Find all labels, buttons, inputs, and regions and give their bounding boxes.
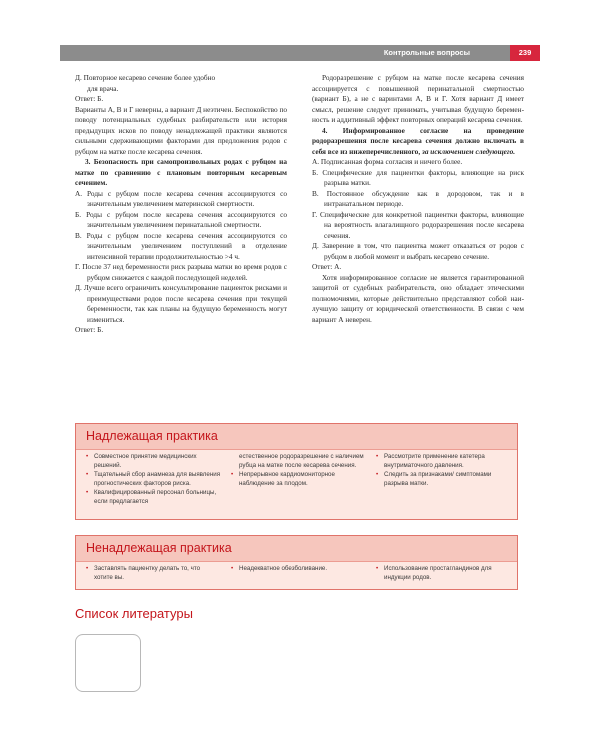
- q4-option-a: А. Подписанная форма согласия и ничего более.: [312, 157, 463, 166]
- list-item: • Рассмотрите применение катетера внутриматочного давления.: [376, 452, 506, 470]
- references-title: Список литературы: [75, 606, 193, 621]
- q4-option-d: Д. Заверение в том, что пациентка может отказаться от родов с рубцом в любой момент и выбрать кесарево сечение.: [312, 241, 524, 261]
- list-item: • Следить за признаками/ симптомами разрыва матки.: [376, 470, 506, 488]
- good-practice-body: [76, 449, 517, 519]
- bad-practice-col-2: [231, 564, 331, 573]
- list-item: • Квалифицированный персонал больницы, если предлагается: [86, 488, 221, 506]
- good-practice-col-2: [231, 452, 366, 488]
- q3-option-g: Г. После 37 нед беременности риск разрыва матки во время родов с рубцом снижается с каждой последующей неделей.: [75, 262, 287, 282]
- bad-practice-body: [76, 561, 517, 589]
- references-placeholder-frame: [75, 634, 141, 692]
- q4-option-b: Б. Специфические для пациентки факторы, влияющие на риск разрыва матки.: [312, 167, 524, 187]
- answer-2: Ответ: Б.: [75, 94, 104, 103]
- good-practice-box: [75, 423, 518, 520]
- q3-option-v: В. Роды с рубцом после кесарева сечения ассоциируются со значительным увеличением поступлений в отделение интенсивной терапии продолжительностью >4 ч.: [75, 230, 287, 261]
- list-item: • Неадекватное обезболивание.: [231, 564, 331, 573]
- explanation-2: Варианты А, В и Г неверны, а вариант Д неэтичен. Беспокойство по поводу потенциальных судебных разбирательств или история предыдущих исков по поводу ненадлежащей практики являются сильными сдерживающими факторами для предложения родов с рубцом на матке после кесарева сечения.: [75, 104, 287, 156]
- good-practice-col-1: [86, 452, 221, 506]
- page-number: 239: [510, 45, 540, 61]
- option-d-tail-2: для врача.: [87, 83, 119, 93]
- q4-option-v: В. Постоянное обсуждение как в дородовом, так и в интранатальном периоде.: [312, 188, 524, 208]
- answer-4: Ответ: А.: [312, 262, 342, 271]
- header-title: Контрольные вопросы: [383, 48, 470, 57]
- q3-option-d: Д. Лучше всего ограничить консультирование пациенток рисками и преимуществами родов после кесарева сечения при текущей беременности, так как планы на будущую беременность могут измениться.: [75, 283, 287, 324]
- good-practice-col-3: [376, 452, 506, 488]
- answer-3: Ответ: Б.: [75, 325, 104, 334]
- question-3: 3. Безопасность при самопроизвольных родах с рубцом на матке по сравнению с плановым повторным кесаревым сечением.: [75, 157, 287, 187]
- explanation-3: Родоразрешение с рубцом на матке после кесарева сечения ассоциируется с повышенной перинатальной смертностью (вариант Б), а не с варинтами А, В и Г. Хотя вариант Д имеет смысл, решение следует принимать, учитывая будущую беременность и аддитивный эффект повторных операций кесарева сечения.: [312, 73, 524, 124]
- list-item: • Непрерывное кардиомониторное наблюдение за плодом.: [231, 470, 366, 488]
- q4-option-g: Г. Специфические для конкретной пациентки факторы, влияющие на вероятность влагалищного родоразрешения после кесарева сечения.: [312, 209, 524, 240]
- question-4-exception: за исключением следующего.: [421, 146, 516, 156]
- list-item: • Заставлять пациентку делать то, что хотите вы.: [86, 564, 211, 582]
- good-practice-title: Надлежащая практика: [86, 429, 218, 443]
- q3-option-b: Б. Роды с рубцом после кесарева сечения ассоциируются со значительным увеличением перинатальной смертности.: [75, 209, 287, 229]
- bad-practice-col-3: [376, 564, 506, 582]
- option-d-tail: Д. Повторное кесарево сечение более удобно: [75, 73, 216, 82]
- bad-practice-title: Ненадлежащая практика: [86, 541, 232, 555]
- list-item: • Использование простагландинов для индукции родов.: [376, 564, 506, 582]
- question-4: [312, 126, 524, 158]
- bad-practice-box: [75, 535, 518, 590]
- explanation-4: Хотя информированное согласие не является гарантированной защитой от судебных разбирательств, оно обладает этическими полномочиями, которые действительно представляют собой наилучшую защиту от юридической ответственности. В связи с чем вариант А неверен.: [312, 272, 524, 324]
- page-header: [60, 45, 540, 61]
- list-item-continuation: естественное родоразрешение с наличием рубца на матке после кесарева сечения.: [239, 453, 364, 469]
- bad-practice-col-1: [86, 564, 211, 582]
- q3-option-a: А. Роды с рубцом после кесарева сечения ассоциируются со значительным увеличением материнской смертности.: [75, 188, 287, 208]
- left-column: [75, 73, 287, 336]
- list-item: • Совместное принятие медицинских решений.: [86, 452, 221, 470]
- question-4-text: 4. Информированное согласие на проведение родоразрешения после кесарева сечения должно включать в себя все из нижеперечисленного,: [312, 125, 524, 156]
- right-column: [312, 73, 524, 325]
- list-item: • Тщательный сбор анамнеза для выявления прогностических факторов риска.: [86, 470, 221, 488]
